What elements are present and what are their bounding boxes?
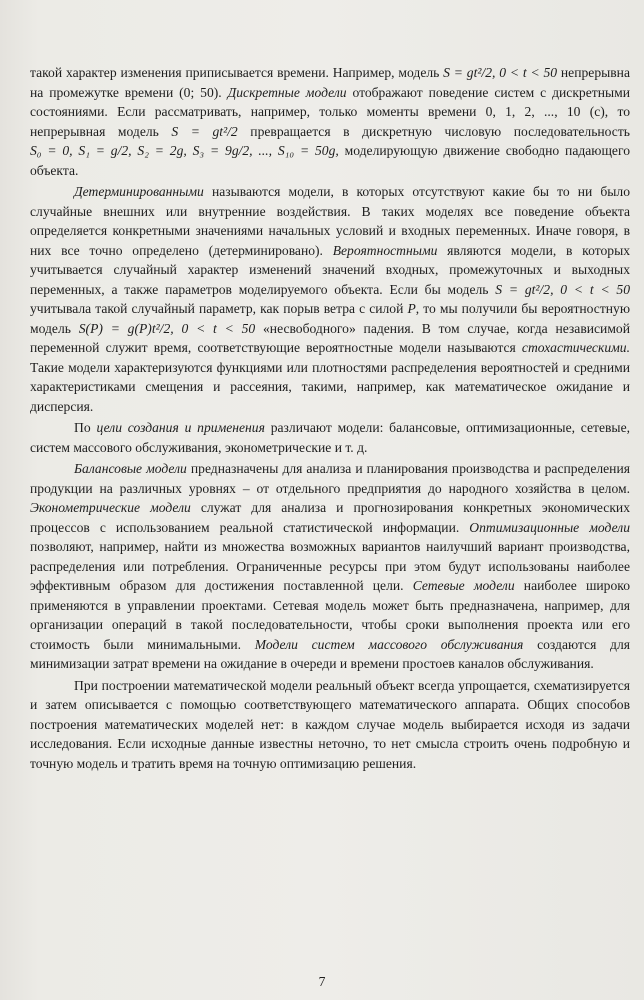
- text-run: служат для анализа и прогнозирования конкретных экономических процессов с использованием реальной статистической информации.: [30, 500, 631, 535]
- paragraph-model-construction: [30, 676, 630, 774]
- formula: P: [407, 301, 416, 316]
- term-italic: Дискретные модели: [227, 84, 347, 100]
- term-italic: Балансовые модели: [74, 461, 187, 476]
- term-italic: Оптимизационные модели: [469, 519, 630, 535]
- term-italic: цели создания и применения: [96, 420, 265, 435]
- text-run: По: [74, 420, 97, 435]
- text-run: различают модели: балансовые, оптимизационные, сетевые, систем массового обслуживания, эконометрические и т. д.: [30, 420, 630, 455]
- text-run: позволяют, например, найти из множества возможных вариантов наилучший вариант производства, распределения или потребления. Ограниченные ресурсы при этом будут использованы наиболее эффективным образом для достижения поставленной цели.: [30, 539, 630, 593]
- formula: 0 < t < 50: [181, 320, 256, 336]
- text-run: Такие модели характеризуются функциями или плотностями распределения вероятностей и средними характеристиками смещения и рассеяния, такими, например, как математическое ожидание и дисперсия.: [30, 359, 630, 414]
- body-text: [30, 63, 630, 773]
- term-italic: Эконометрические модели: [30, 500, 191, 515]
- paragraph-purpose-classification: [30, 418, 630, 457]
- term-italic: Модели систем массового обслуживания: [254, 636, 524, 652]
- page-number: 7: [318, 974, 326, 989]
- text-run: непрерывна на промежутке времени (0; 50).: [30, 65, 630, 100]
- text-run: создаются для минимизации затрат времени на ожидание в очереди и времени простоев каналов обслуживания.: [30, 636, 630, 671]
- formula: 0 < t < 50: [560, 281, 631, 297]
- formula: S = gt²/2,: [443, 65, 496, 80]
- text-run: являются модели, в которых учитывается случайный характер изменений значений входных, промежуточных и выходных переменных, а также параметров моделируемого объекта. Если бы модель: [30, 242, 630, 297]
- formula: S = gt²/2: [171, 123, 238, 139]
- text-run: называются модели, в которых отсутствуют какие бы то ни было случайные внешних или внутренние воздействия. В таких моделях все поведение объекта определяется конкретными значениями начальных условий и входных переменных. Иначе говоря, в них все точно определено (детерминировано).: [30, 184, 630, 258]
- text-run: , то мы получили бы вероятностную модель: [30, 301, 630, 336]
- formula: S₀ = 0, S₁ = g/2, S₂ = 2g, S₃ = 9g/2, ..., S₁₀ = 50g,: [30, 143, 339, 158]
- text-run: предназначены для анализа и планирования производства и распределения продукции на различных уровнях – от отдельного предприятия до народного хозяйства в целом.: [30, 461, 630, 496]
- text-run: отображают поведение систем с дискретными состояниями. Если рассматривать, например, только моменты времени 0, 1, 2, ..., 10 (с), то непрерывная модель: [30, 84, 630, 139]
- paragraph-discrete-models: [30, 63, 630, 180]
- text-run: наиболее широко применяются в управлении проектами. Сетевая модель может быть предназначена, например, для организации операций в такой последовательности, чтобы сроки выполнения проекта или его стоимость были минимальными.: [30, 578, 630, 652]
- text-run: При построении математической модели реальный объект всегда упрощается, схематизируется и затем описывается с помощью соответствующего математического аппарата. Общих способов построения математических моделей нет: в каждом случае модель выбирается исходя из задачи исследования. Если исходные данные известны неточно, то нет смысла строить очень подробную и точную модель и тратить время на точную оптимизацию решения.: [30, 677, 630, 771]
- formula: 0 < t < 50: [499, 65, 558, 80]
- text-run: учитывала такой случайный параметр, как порыв ветра с силой: [30, 301, 408, 316]
- formula: S(P) = g(P)t²/2,: [78, 320, 174, 336]
- term-italic: Сетевые модели: [412, 578, 515, 593]
- formula: S = gt²/2,: [495, 281, 554, 297]
- text-run: такой характер изменения приписывается времени. Например, модель: [30, 65, 444, 80]
- term-italic: Вероятностными: [332, 242, 438, 258]
- term-italic: стохастическими.: [521, 340, 630, 355]
- term-italic: Детерминированными: [74, 184, 204, 199]
- text-run: «несвободного» падения. В том случае, когда независимой переменной служит время, соответствующие вероятностные модели называются: [30, 320, 631, 355]
- paragraph-balance-models: [30, 459, 630, 674]
- text-run: моделирующую движение свободно падающего объекта.: [30, 143, 630, 178]
- paragraph-deterministic-models: [30, 182, 630, 416]
- text-run: превращается в дискретную числовую последовательность: [237, 123, 630, 139]
